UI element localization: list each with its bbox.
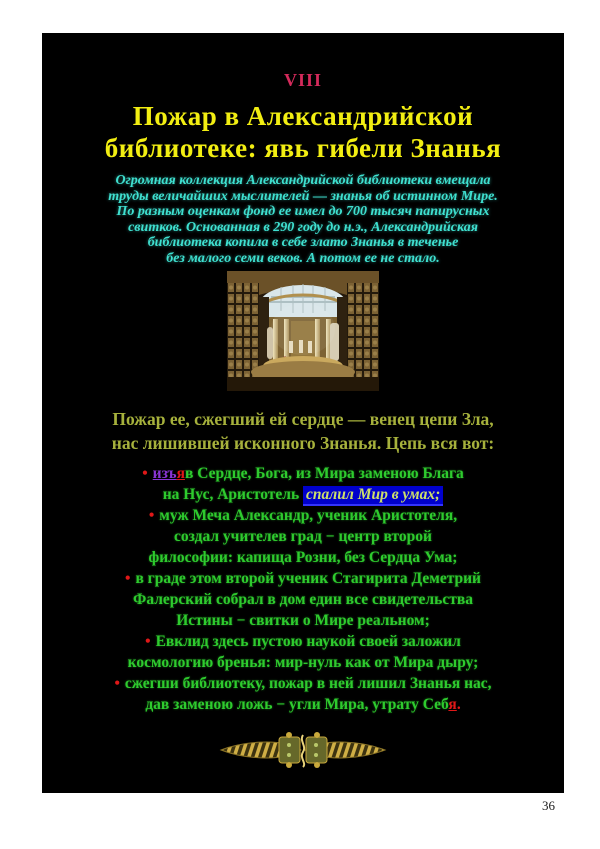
intro-paragraph <box>42 173 564 266</box>
library-illustration <box>227 271 379 391</box>
line-text: сжегши библиотеку, пожар в ней лишил Знанья нас, <box>124 675 492 692</box>
chapter-numeral: VIII <box>283 70 322 90</box>
list-line <box>42 589 564 610</box>
winged-ornament-icon <box>219 730 387 770</box>
list-line <box>42 505 564 526</box>
intro-line: труды величайших мыслителей — знанья об истинном Мире. <box>108 188 498 204</box>
chain-list <box>42 463 564 715</box>
highlight-phrase: спалил Мир в умах; <box>303 486 443 506</box>
line-text: Фалерский собрал в дом един все свидетельства <box>133 591 473 608</box>
line-text: философии: капища Розни, без Сердца Ума; <box>148 549 458 566</box>
list-line <box>42 610 564 631</box>
list-line <box>42 547 564 568</box>
line-text: создал учителев град − центр второй <box>174 528 432 545</box>
line-text: муж Меча Александр, ученик Аристотеля, <box>159 507 458 524</box>
word-part-red: . <box>456 696 461 713</box>
list-line <box>42 652 564 673</box>
line-text: Евклид здесь пустою наукой своей заложил <box>155 633 461 650</box>
line-text: в граде этом второй ученик Стагирита Деметрий <box>135 570 481 587</box>
list-line <box>42 463 564 484</box>
list-line <box>42 568 564 589</box>
page-title <box>42 100 564 164</box>
page-number: 36 <box>542 798 555 813</box>
line-text: в Сердце, Бога, из Мира заменою Блага <box>184 465 464 482</box>
list-line <box>42 631 564 652</box>
lead-paragraph <box>42 407 564 455</box>
intro-line: По разным оценкам фонд ее имел до 700 тысяч папирусных <box>116 204 490 219</box>
bullet-icon: • <box>148 507 155 524</box>
lead-line: нас лишившей исконного Знанья. Цепь вся вот: <box>111 433 495 453</box>
list-line <box>42 673 564 694</box>
list-line <box>42 694 564 715</box>
bullet-icon: • <box>125 570 131 587</box>
intro-line: Огромная коллекция Александрийской библиотеки вмещала <box>115 173 491 188</box>
bullet-icon: • <box>142 465 148 482</box>
list-line <box>42 526 564 547</box>
intro-line: свитков. Основанная в 290 году до н.э., Александрийская <box>128 219 478 235</box>
line-text: Истины − свитки о Мире реальном; <box>176 612 430 629</box>
word-part-purple: изъ <box>152 465 177 482</box>
winged-ornament <box>42 730 564 770</box>
intro-line: библиотека копила в себе злато Знанья в теченье <box>147 235 459 250</box>
content-panel <box>42 33 564 793</box>
line-text: на Нус, Аристотель <box>162 486 304 503</box>
bullet-icon: • <box>145 633 151 650</box>
title-line: Пожар в Александрийской <box>132 101 474 131</box>
line-text: космологию бренья: мир-нуль как от Мира дыру; <box>127 654 479 671</box>
title-line: библиотеке: явь гибели Знанья <box>104 133 502 163</box>
lead-line: Пожар ее, сжегший ей сердце — венец цепи Зла, <box>112 409 494 429</box>
intro-line: без малого семи веков. А потом ее не стало. <box>166 250 440 266</box>
word-part-red: я <box>448 696 457 713</box>
library-interior-image <box>227 271 379 391</box>
word-part-red: я <box>176 465 185 482</box>
bullet-icon: • <box>114 675 120 692</box>
line-text: дав заменою ложь − угли Мира, утрату Себ <box>145 696 449 713</box>
list-line <box>42 484 564 505</box>
